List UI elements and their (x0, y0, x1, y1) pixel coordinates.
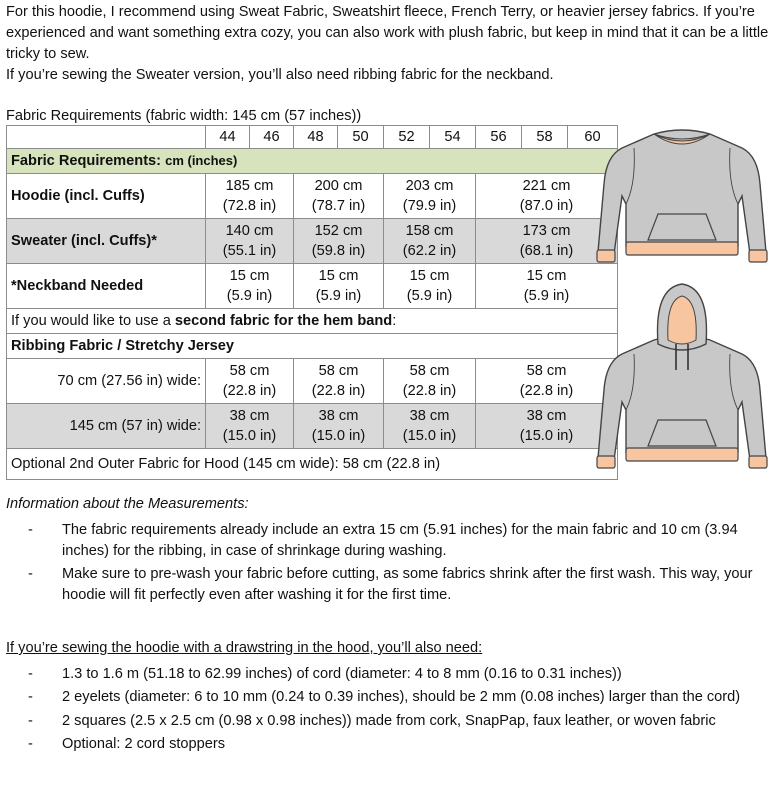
intro-paragraph: For this hoodie, I recommend using Sweat Fabric, Sweatshirt fleece, French Terry, or heavier jersey fabrics. If you’re experienced and want something extra cozy, you can also work with plush fabric, but keep in mind that it can be a little tricky to sew. (6, 4, 769, 62)
fabric-requirements-table (6, 125, 618, 480)
optional-hood-note: Optional 2nd Outer Fabric for Hood (145 cm wide): 58 cm (22.8 in) (7, 449, 618, 480)
table-cell: 58 cm (22.8 in) (206, 359, 294, 404)
table-cell: 221 cm (87.0 in) (476, 174, 618, 219)
size-54: 54 (430, 126, 476, 149)
table-cell: 38 cm (15.0 in) (476, 404, 618, 449)
table-cell: 58 cm (22.8 in) (294, 359, 384, 404)
size-48: 48 (294, 126, 338, 149)
table-row (7, 264, 618, 309)
list-item: - 2 eyelets (diameter: 6 to 10 mm (0.24 to 0.39 inches), should be 2 mm (0.08 inches) larger than the cord) (28, 689, 741, 705)
size-58: 58 (522, 126, 568, 149)
row-label: *Neckband Needed (7, 264, 206, 309)
optional-hood-row (7, 449, 618, 480)
table-cell: 38 cm (15.0 in) (206, 404, 294, 449)
hoodie-illustration (592, 282, 772, 478)
row-label: Hoodie (incl. Cuffs) (7, 174, 206, 219)
drawstring-heading: If you’re sewing the hoodie with a drawstring in the hood, you’ll also need: (6, 640, 483, 656)
table-row (7, 404, 618, 449)
table-row (7, 219, 618, 264)
ribbing-title-row (7, 334, 618, 359)
list-item: - Make sure to pre-wash your fabric before cutting, as some fabrics shrink after the first wash. This way, your hoodie will fit perfectly even after washing it for the first time. (28, 565, 753, 603)
table-caption: Fabric Requirements (fabric width: 145 cm (57 inches)) (6, 108, 362, 124)
drawstring-section (6, 638, 776, 758)
info-list (6, 520, 776, 607)
table-cell: 173 cm (68.1 in) (476, 219, 618, 264)
sweater-illustration (592, 124, 772, 272)
row-label: 145 cm (57 in) wide: (7, 404, 206, 449)
size-52: 52 (384, 126, 430, 149)
table-cell: 185 cm (72.8 in) (206, 174, 294, 219)
size-50: 50 (338, 126, 384, 149)
intro-sweater-note: If you’re sewing the Sweater version, you’ll also need ribbing fabric for the neckband. (6, 67, 554, 83)
list-item: - Optional: 2 cord stoppers (28, 736, 226, 752)
row-label: Sweater (incl. Cuffs)* (7, 219, 206, 264)
table-cell: 15 cm (5.9 in) (476, 264, 618, 309)
table-cell: 38 cm (15.0 in) (294, 404, 384, 449)
info-heading: Information about the Measurements: (6, 496, 249, 512)
table-cell: 58 cm (22.8 in) (384, 359, 476, 404)
second-fabric-row (7, 309, 618, 334)
measurement-info (6, 494, 776, 608)
section-header-row (7, 149, 618, 174)
intro-text (6, 2, 776, 86)
table-cell: 203 cm (79.9 in) (384, 174, 476, 219)
table-cell: 15 cm (5.9 in) (294, 264, 384, 309)
table-row (7, 174, 618, 219)
table-cell: 15 cm (5.9 in) (384, 264, 476, 309)
size-44: 44 (206, 126, 250, 149)
second-fabric-note: If you would like to use a second fabric for the hem band: (7, 309, 618, 334)
table-cell: 58 cm (22.8 in) (476, 359, 618, 404)
size-46: 46 (250, 126, 294, 149)
drawstring-list (6, 664, 776, 756)
ribbing-title: Ribbing Fabric / Stretchy Jersey (7, 334, 618, 359)
list-item: - The fabric requirements already include an extra 15 cm (5.91 inches) for the main fabric and 10 cm (3.94 inches) for the ribbing, in case of shrinkage during washing. (28, 521, 738, 559)
section-header: Fabric Requirements: cm (inches) (7, 149, 618, 174)
size-header-row (7, 126, 618, 149)
list-item: - 1.3 to 1.6 m (51.18 to 62.99 inches) of cord (diameter: 4 to 8 mm (0.16 to 0.31 inches)) (28, 665, 622, 682)
table-cell: 15 cm (5.9 in) (206, 264, 294, 309)
table-cell: 200 cm (78.7 in) (294, 174, 384, 219)
table-cell: 158 cm (62.2 in) (384, 219, 476, 264)
table-cell: 38 cm (15.0 in) (384, 404, 476, 449)
table-cell: 152 cm (59.8 in) (294, 219, 384, 264)
list-item: - 2 squares (2.5 x 2.5 cm (0.98 x 0.98 inches)) made from cork, SnapPap, faux leather, or woven fabric (28, 712, 716, 729)
table-cell: 140 cm (55.1 in) (206, 219, 294, 264)
table-row (7, 359, 618, 404)
row-label: 70 cm (27.56 in) wide: (7, 359, 206, 404)
size-header-empty (7, 126, 206, 149)
size-56: 56 (476, 126, 522, 149)
size-60: 60 (568, 126, 618, 149)
